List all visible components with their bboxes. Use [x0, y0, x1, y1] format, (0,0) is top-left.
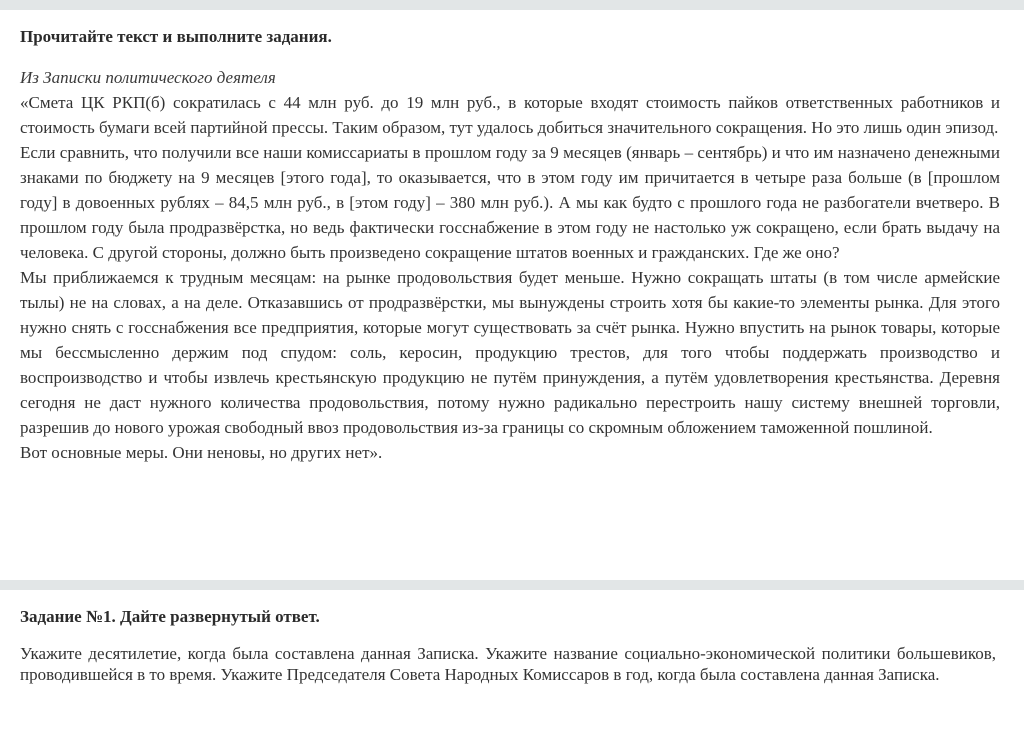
section-divider: [0, 580, 1024, 590]
top-divider-bar: [0, 0, 1024, 10]
instruction-heading: Прочитайте текст и выполните задания.: [20, 27, 332, 46]
task-section: [20, 604, 996, 685]
source-paragraph: Мы приближаемся к трудным месяцам: на рынке продовольствия будет меньше. Нужно сокращать штаты (в том числе армейские тылы) не на словах, а на деле. Отказавшись от продразвёрстки, мы вынуждены строить хотя бы какие-то элементы рынка. Для этого нужно снять с госснабжения все предприятия, которые могут существовать за счёт рынка. Нужно впустить на рынок товары, которые мы бессмысленно держим под спудом: соль, керосин, продукцию трестов, для того чтобы поддержать производство и воспроизводство и чтобы извлечь крестьянскую продукцию не путём принуждения, а путём удовлетворения крестьянства. Деревня сегодня не даст нужного количества продовольствия, потому нужно радикально перестроить нашу систему внешней торговли, разрешив до нового урожая свободный ввоз продовольствия из-за границы со скромным обложением таможенной пошлиной.: [20, 268, 1000, 437]
source-caption: Из Записки политического деятеля: [20, 68, 276, 87]
source-paragraph: Если сравнить, что получили все наши комиссариаты в прошлом году за 9 месяцев (январь – сентябрь) и что им назначено денежными знаками по бюджету на 9 месяцев [этого года], то оказывается, что в этом году им причитается в четыре раза больше (в [прошлом году] в довоенных рублях – 84,5 млн руб., в [этом году] – 380 млн руб.). А мы как будто с прошлого года не разбогатели вчетверо. В прошлом году была продразвёрстка, но ведь фактически госснабжение в этом году не настолько уж сокращено, если брать выдачу на человека. С другой стороны, должно быть произведено сокращение штатов военных и гражданских. Где же оно?: [20, 143, 1000, 262]
task-text: Укажите десятилетие, когда была составлена данная Записка. Укажите название социально-экономической политики большевиков, проводившейся в то время. Укажите Председателя Совета Народных Комиссаров в год, когда была составлена данная Записка.: [20, 644, 996, 684]
source-paragraph: «Смета ЦК РКП(б) сократилась с 44 млн руб. до 19 млн руб., в которые входят стоимость пайков ответственных работников и стоимость бумаги всей партийной прессы. Таким образом, тут удалось добиться значительного сокращения. Но это лишь один эпизод.: [20, 93, 1000, 137]
source-text-section: [20, 24, 1000, 465]
source-paragraph: Вот основные меры. Они неновы, но других нет».: [20, 443, 383, 462]
task-title: Задание №1. Дайте развернутый ответ.: [20, 607, 320, 626]
